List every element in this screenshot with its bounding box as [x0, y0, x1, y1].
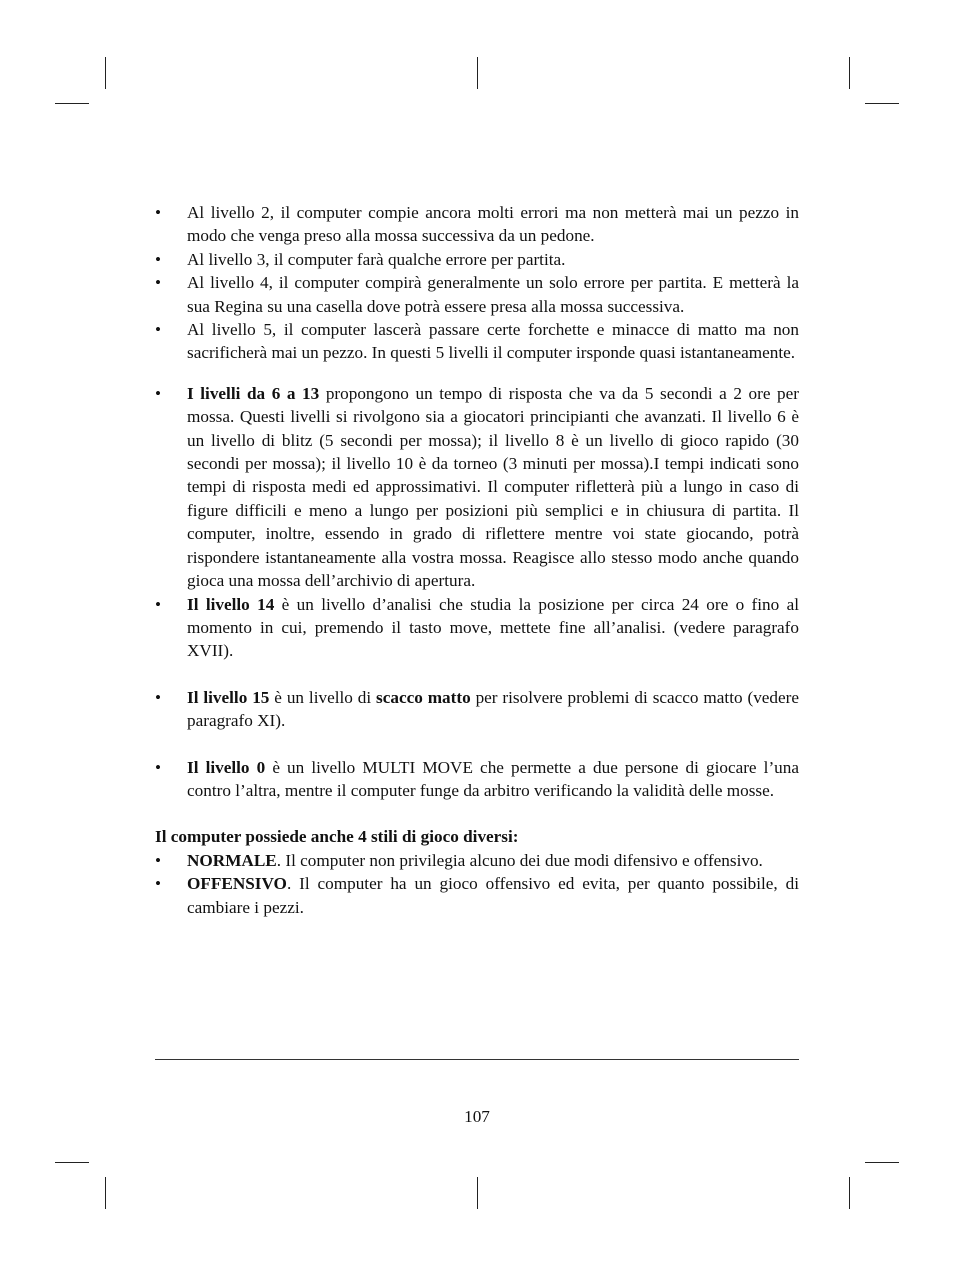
list-item: • Il livello 15 è un livello di scacco matto per risolvere problemi di scacco matto (vedere paragrafo XI). — [155, 687, 799, 731]
footer-rule — [155, 1059, 799, 1060]
list-item: • I livelli da 6 a 13 propongono un tempo di risposta che va da 5 secondi a 2 ore per mossa. Questi livelli si rivolgono sia a giocatori principianti che avanzati. Il livello 6 è un livello di blitz (5 secondi per mossa); il livello 8 è un livello di gioco rapido (30 secondi per mossa); il livello 10 è da torneo (3 minuti per mossa).I tempi indicati sono tempi di risposta medi ed approssimativi. Il computer rifletterà più a lungo in caso di figure difficili e meno a lungo per posizioni più semplici e in chiusura di partita. Il computer, inoltre, essendo in grado di riflettere mentre voi state giocando, potrà rispondere istantaneamente alla vostra mossa. Reagisce allo stesso modo anche quando gioca una mossa dell’archivio di apertura. — [155, 383, 799, 591]
term: OFFENSIVO — [187, 874, 287, 894]
list-item: • Al livello 2, il computer compie ancora molti errori ma non metterà mai un pezzo in modo che venga preso alla mossa successiva da un pedone. — [155, 203, 799, 246]
bullet: • — [155, 273, 162, 293]
term: I livelli da 6 a 13 — [187, 383, 320, 403]
list-item: • Al livello 3, il computer farà qualche errore per partita. — [155, 248, 799, 271]
list-item: • Il livello 0 è un livello MULTI MOVE che permette a due persone di giocare l’una contro l’altra, mentre il computer funge da arbitro verificando la validità delle mosse. — [155, 757, 799, 800]
section-heading: Il computer possiede anche 4 stili di gioco diversi: — [155, 827, 519, 847]
page-number: 107 — [464, 1107, 490, 1126]
bullet: • — [155, 757, 162, 777]
page-content — [155, 201, 799, 919]
term: Il livello 14 — [187, 594, 275, 614]
crop-mark — [477, 57, 478, 89]
bullet: • — [155, 320, 162, 340]
bullet: • — [155, 203, 162, 222]
crop-mark — [55, 103, 89, 104]
crop-mark — [865, 103, 899, 104]
crop-mark — [105, 57, 106, 89]
styles-list — [155, 849, 799, 919]
term: Il livello 15 — [187, 687, 270, 707]
crop-mark — [849, 57, 850, 89]
level-15-list — [155, 686, 799, 733]
crop-mark — [849, 1177, 850, 1209]
bullet: • — [155, 850, 162, 870]
list-item: • OFFENSIVO. Il computer ha un gioco offensivo ed evita, per quanto possibile, di cambiare i pezzi. — [155, 874, 799, 917]
crop-mark — [55, 1162, 89, 1163]
bullet: • — [155, 383, 162, 403]
list-item: • Al livello 5, il computer lascerà passare certe forchette e minacce di matto ma non sacrificherà mai un pezzo. In questi 5 livelli il computer irsponde quasi istantaneamente. — [155, 320, 799, 363]
level-0-list — [155, 756, 799, 803]
bullet: • — [155, 249, 162, 269]
crop-mark — [477, 1177, 478, 1209]
crop-mark — [105, 1177, 106, 1209]
bullet: • — [155, 874, 162, 894]
crop-mark — [865, 1162, 899, 1163]
list-item: • NORMALE. Il computer non privilegia alcuno dei due modi difensivo e offensivo. — [155, 849, 799, 872]
list-item: • Al livello 4, il computer compirà generalmente un solo errore per partita. E metterà la sua Regina su una casella dove potrà essere presa alla mossa successiva. — [155, 273, 799, 316]
levels-6-14-list — [155, 382, 799, 663]
term: Il livello 0 — [187, 757, 266, 777]
levels-2-5-list — [155, 201, 799, 365]
term: NORMALE — [187, 850, 277, 870]
bullet: • — [155, 687, 162, 707]
term: scacco matto — [376, 687, 471, 707]
list-item: • Il livello 14 è un livello d’analisi che studia la posizione per circa 24 ore o fino al momento in cui, premendo il tasto move, mettete fine all’analisi. (vedere paragrafo XVII). — [155, 594, 799, 661]
bullet: • — [155, 594, 162, 614]
